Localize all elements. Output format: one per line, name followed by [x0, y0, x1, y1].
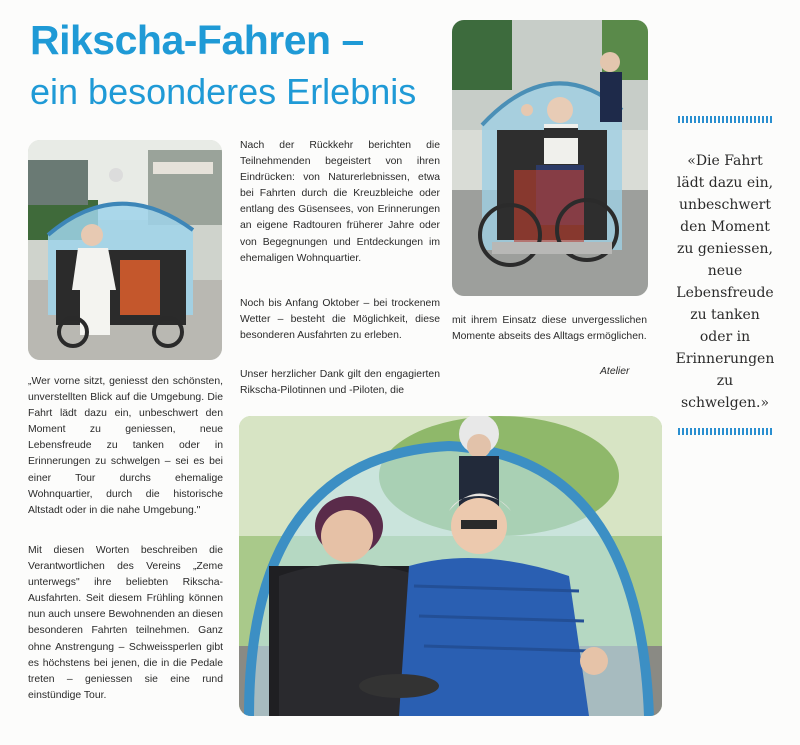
pull-quote-divider-top: [678, 116, 773, 123]
author-signature: Atelier: [600, 366, 630, 377]
column1-paragraph-1: „Wer vorne sitzt, geniesst den schönsten, unverstellten Blick auf die Umgebung. Die Fahrt lädt dazu ein, unbeschwert den Moment zu geniessen, neue Lebensfreude zu tanken oder in Erinnerungen zu schwelgen – sei es bei einer Tour durchs ehemalige Wohnquartier, durch die historische Altstadt oder in die nahe Umgebung.": [28, 376, 223, 516]
article-title: Rikscha-Fahren –: [30, 17, 364, 63]
photo-woman-waving: [452, 20, 648, 296]
column3-paragraph-1: mit ihrem Einsatz diese unvergesslichen Momente abseits des Alltags ermöglichen.: [452, 315, 647, 343]
column1-paragraph-2: Mit diesen Worten beschreiben die Verantwortlichen des Vereins „Zeme unterwegs" ihre beliebten Rikscha-Ausfahrten. Seit diesem Frühling können nun auch unsere Bewohnenden an diesen besonderen Fahrten teilnehmen. Ganz ohne Anstrengung – Schweissperlen gibt es höchstens bei jenen, die in die Pedale treten – geniessen sie eine rund einstündige Tour.: [28, 545, 223, 701]
photo-two-women: [239, 416, 662, 716]
article-subtitle: ein besonderes Erlebnis: [30, 71, 417, 112]
pull-quote-divider-bottom: [678, 428, 773, 435]
photo-rickshaw-building: [28, 140, 222, 360]
column2-paragraph-3: Unser herzlicher Dank gilt den engagierten Rikscha-Pilotinnen und -Piloten, die: [240, 369, 440, 397]
pull-quote: «Die Fahrt lädt dazu ein, unbeschwert den Moment zu geniessen, neue Lebensfreude zu tanken oder in Erinnerungen zu schwelgen.»: [675, 153, 775, 411]
column2-paragraph-1: Nach der Rückkehr berichten die Teilnehmenden begeistert von ihren Eindrücken: von Naturerlebnissen, etwa bei Fahrten durch die Kreuzbleiche oder entlang des Güsensees, von Erinnerungen an eigene Radtouren früherer Jahre oder von Begegnungen und Entdeckungen im ehemaligen Wohnquartier.: [240, 140, 440, 264]
column2-paragraph-2: Noch bis Anfang Oktober – bei trockenem Wetter – besteht die Möglichkeit, diese besonderen Ausfahrten zu erleben.: [240, 298, 440, 342]
